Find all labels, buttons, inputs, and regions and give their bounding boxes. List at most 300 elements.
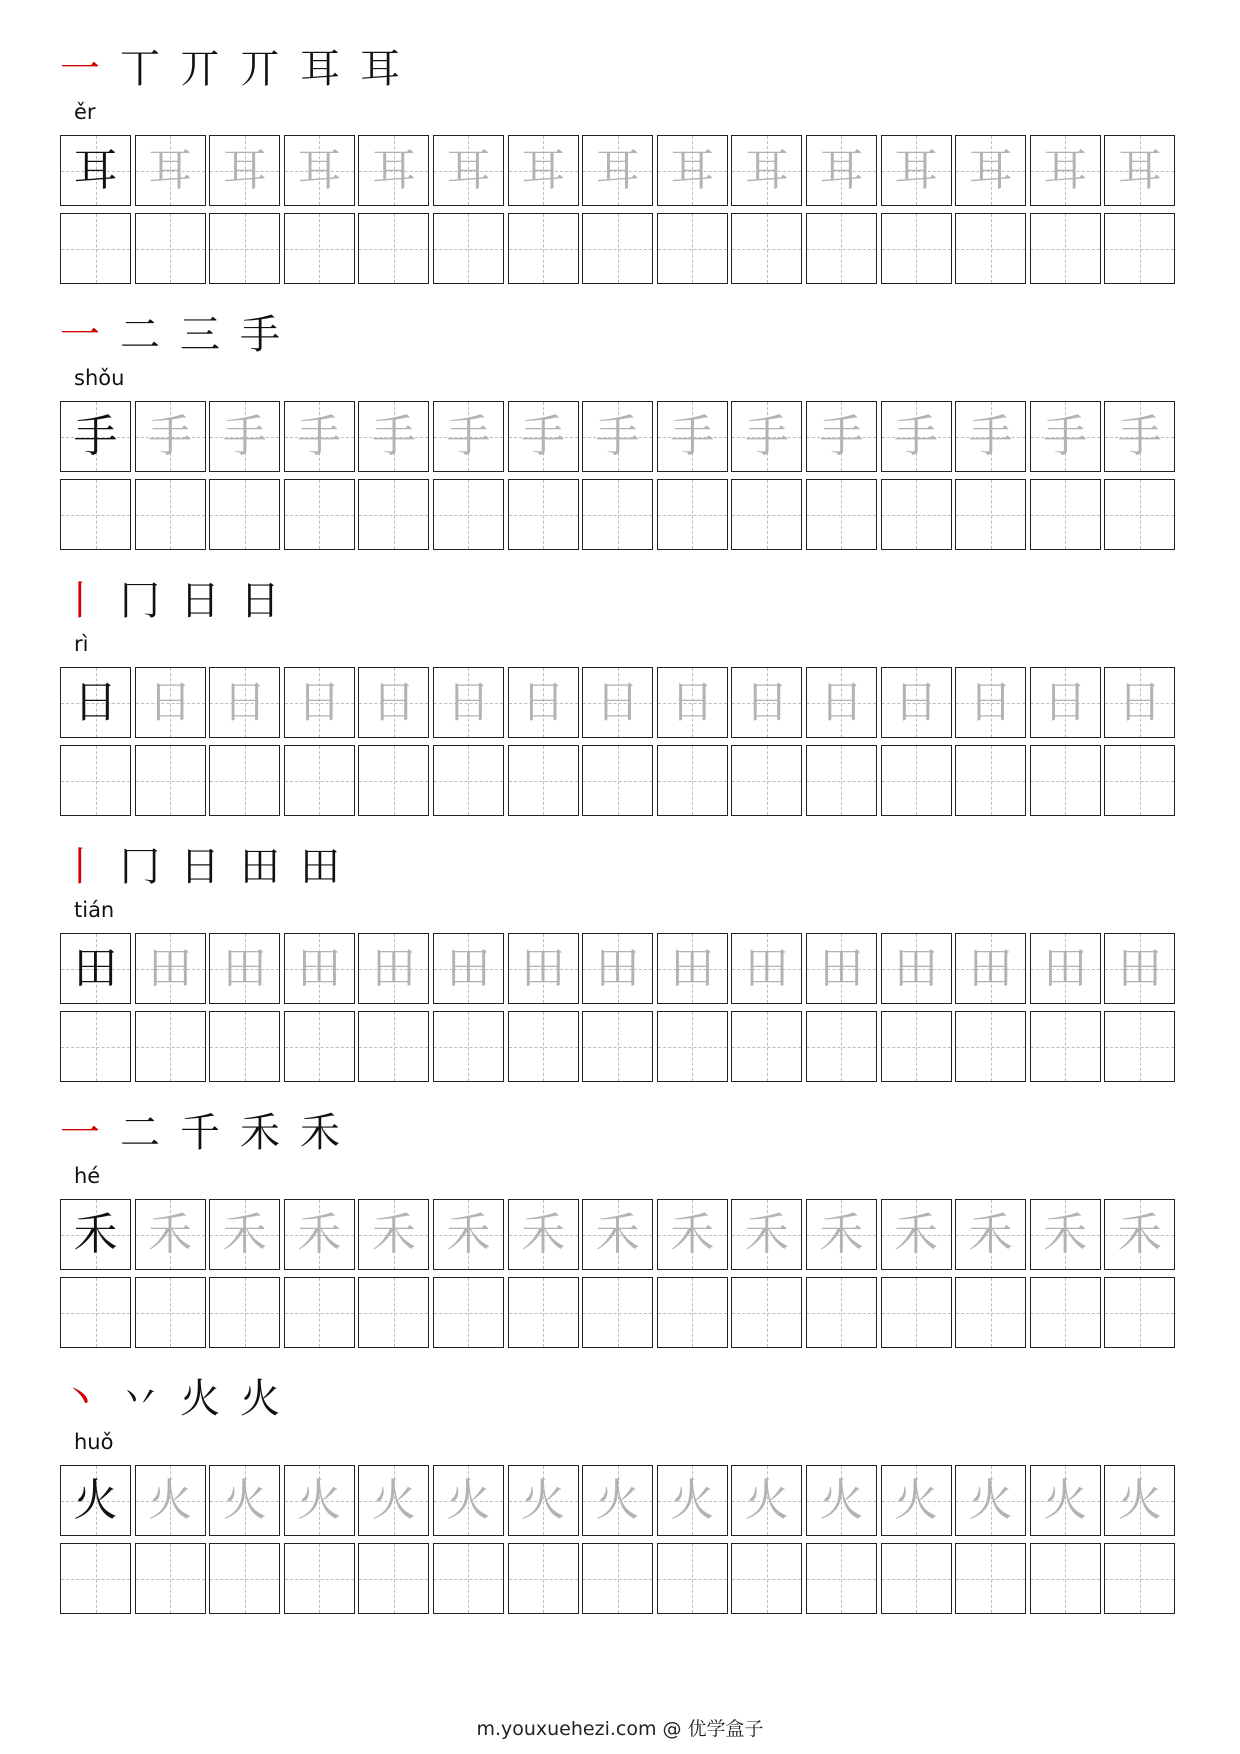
trace-character: 禾: [595, 1208, 640, 1260]
trace-character: 耳: [148, 144, 193, 196]
trace-character: 耳: [371, 144, 416, 196]
grid-cell: [731, 135, 802, 206]
model-character: 日: [73, 676, 118, 728]
grid-cell[interactable]: [1104, 1011, 1175, 1082]
grid-cell[interactable]: [135, 213, 206, 284]
grid-cell: [582, 1199, 653, 1270]
grid-cell: [582, 135, 653, 206]
grid-cell: [1104, 933, 1175, 1004]
grid-cell[interactable]: [135, 1543, 206, 1614]
trace-character: 手: [968, 410, 1013, 462]
grid-cell[interactable]: [1104, 479, 1175, 550]
trace-character: 耳: [819, 144, 864, 196]
stroke-step: 丶: [60, 1376, 100, 1422]
trace-character: 日: [297, 676, 342, 728]
grid-cell[interactable]: [881, 1277, 952, 1348]
grid-cell: [209, 1199, 280, 1270]
grid-cell[interactable]: [1104, 1277, 1175, 1348]
grid-cell[interactable]: [1104, 1543, 1175, 1614]
stroke-step: 二: [120, 1110, 160, 1156]
trace-character: 禾: [894, 1208, 939, 1260]
grid-cell[interactable]: [582, 1543, 653, 1614]
trace-character: 日: [371, 676, 416, 728]
grid-cell: [60, 1465, 131, 1536]
pinyin-label: huǒ: [74, 1430, 114, 1454]
grid-cell: [508, 933, 579, 1004]
grid-cell[interactable]: [508, 745, 579, 816]
trace-character: 田: [222, 942, 267, 994]
grid-cell: [358, 933, 429, 1004]
grid-cell: [60, 1199, 131, 1270]
grid-cell: [731, 401, 802, 472]
grid-cell[interactable]: [806, 745, 877, 816]
trace-character: 手: [222, 410, 267, 462]
grid-cell: [433, 401, 504, 472]
grid-cell[interactable]: [806, 1011, 877, 1082]
stroke-step: 一: [60, 46, 100, 92]
trace-character: 田: [595, 942, 640, 994]
stroke-step: 禾: [300, 1110, 340, 1156]
grid-cell[interactable]: [881, 479, 952, 550]
tracing-row: [60, 135, 1179, 207]
grid-cell[interactable]: [657, 1543, 728, 1614]
grid-cell: [657, 1199, 728, 1270]
stroke-step: 一: [60, 1110, 100, 1156]
grid-cell[interactable]: [209, 745, 280, 816]
grid-cell[interactable]: [1030, 1011, 1101, 1082]
trace-character: 火: [521, 1474, 566, 1526]
grid-cell[interactable]: [1030, 1277, 1101, 1348]
grid-cell[interactable]: [657, 1011, 728, 1082]
trace-character: 耳: [1117, 144, 1162, 196]
grid-cell: [209, 135, 280, 206]
grid-cell[interactable]: [433, 479, 504, 550]
trace-character: 耳: [894, 144, 939, 196]
practice-row: [60, 479, 1179, 551]
grid-cell: [731, 667, 802, 738]
grid-cell: [358, 1465, 429, 1536]
trace-character: 火: [1043, 1474, 1088, 1526]
grid-cell: [881, 135, 952, 206]
grid-cell: [209, 1465, 280, 1536]
grid-cell: [1104, 1199, 1175, 1270]
trace-character: 耳: [968, 144, 1013, 196]
grid-cell[interactable]: [433, 745, 504, 816]
stroke-step: 火: [180, 1376, 220, 1422]
grid-cell: [135, 933, 206, 1004]
trace-character: 火: [968, 1474, 1013, 1526]
grid-cell: [433, 667, 504, 738]
grid-cell: [433, 1199, 504, 1270]
trace-character: 禾: [1117, 1208, 1162, 1260]
grid-cell: [284, 933, 355, 1004]
grid-cell[interactable]: [508, 1543, 579, 1614]
grid-cell[interactable]: [209, 1011, 280, 1082]
character-section: [60, 1370, 1190, 1622]
grid-cell[interactable]: [284, 1277, 355, 1348]
practice-row: [60, 1011, 1179, 1083]
grid-cell: [881, 933, 952, 1004]
trace-character: 火: [148, 1474, 193, 1526]
grid-cell: [657, 667, 728, 738]
trace-character: 田: [446, 942, 491, 994]
grid-cell[interactable]: [358, 479, 429, 550]
practice-row: [60, 745, 1179, 817]
grid-cell[interactable]: [209, 1277, 280, 1348]
grid-cell: [358, 401, 429, 472]
trace-character: 火: [1117, 1474, 1162, 1526]
stroke-order: [60, 40, 420, 98]
grid-cell: [433, 933, 504, 1004]
grid-cell[interactable]: [1030, 745, 1101, 816]
grid-cell[interactable]: [209, 213, 280, 284]
stroke-step: 日: [180, 844, 220, 890]
grid-cell[interactable]: [731, 479, 802, 550]
grid-cell[interactable]: [1030, 213, 1101, 284]
character-section: [60, 1104, 1190, 1356]
grid-cell[interactable]: [358, 1277, 429, 1348]
trace-character: 禾: [670, 1208, 715, 1260]
stroke-order: [60, 838, 360, 896]
grid-cell: [358, 1199, 429, 1270]
grid-cell[interactable]: [1104, 213, 1175, 284]
grid-cell[interactable]: [881, 1011, 952, 1082]
grid-cell[interactable]: [433, 1277, 504, 1348]
grid-cell: [284, 1465, 355, 1536]
grid-cell: [582, 1465, 653, 1536]
grid-cell: [1030, 135, 1101, 206]
grid-cell[interactable]: [806, 479, 877, 550]
trace-character: 田: [371, 942, 416, 994]
character-section: [60, 838, 1190, 1090]
grid-cell[interactable]: [731, 1543, 802, 1614]
trace-character: 日: [744, 676, 789, 728]
stroke-step: 丨: [60, 578, 100, 624]
grid-cell: [806, 1199, 877, 1270]
grid-cell[interactable]: [284, 1543, 355, 1614]
trace-character: 火: [670, 1474, 715, 1526]
stroke-step: 冂: [120, 578, 160, 624]
grid-cell[interactable]: [60, 1543, 131, 1614]
grid-cell: [657, 1465, 728, 1536]
trace-character: 耳: [1043, 144, 1088, 196]
grid-cell: [955, 1465, 1026, 1536]
grid-cell: [60, 135, 131, 206]
grid-cell: [508, 1199, 579, 1270]
grid-cell: [1030, 1199, 1101, 1270]
grid-cell: [1030, 933, 1101, 1004]
grid-cell[interactable]: [582, 213, 653, 284]
grid-cell: [135, 667, 206, 738]
grid-cell[interactable]: [284, 745, 355, 816]
trace-character: 田: [968, 942, 1013, 994]
grid-cell: [60, 667, 131, 738]
stroke-order: [60, 1104, 360, 1162]
grid-cell[interactable]: [358, 213, 429, 284]
grid-cell: [358, 667, 429, 738]
grid-cell: [955, 135, 1026, 206]
stroke-step: 丨: [60, 844, 100, 890]
grid-cell[interactable]: [358, 745, 429, 816]
grid-cell: [135, 1465, 206, 1536]
grid-cell: [1104, 135, 1175, 206]
trace-character: 田: [744, 942, 789, 994]
trace-character: 日: [968, 676, 1013, 728]
trace-character: 日: [595, 676, 640, 728]
grid-cell: [881, 1465, 952, 1536]
trace-character: 手: [371, 410, 416, 462]
trace-character: 耳: [297, 144, 342, 196]
grid-cell[interactable]: [731, 213, 802, 284]
stroke-order: [60, 572, 300, 630]
grid-cell: [1104, 1465, 1175, 1536]
trace-character: 日: [1117, 676, 1162, 728]
grid-cell[interactable]: [582, 1011, 653, 1082]
model-character: 手: [73, 410, 118, 462]
trace-character: 禾: [968, 1208, 1013, 1260]
grid-cell[interactable]: [508, 213, 579, 284]
grid-cell: [731, 933, 802, 1004]
grid-cell: [284, 135, 355, 206]
grid-cell[interactable]: [508, 1011, 579, 1082]
grid-cell[interactable]: [955, 213, 1026, 284]
pinyin-label: rì: [74, 632, 89, 656]
grid-cell: [806, 401, 877, 472]
trace-character: 日: [446, 676, 491, 728]
model-character: 禾: [73, 1208, 118, 1260]
grid-cell: [284, 401, 355, 472]
trace-character: 日: [148, 676, 193, 728]
trace-character: 日: [819, 676, 864, 728]
grid-cell: [1030, 401, 1101, 472]
trace-character: 田: [297, 942, 342, 994]
trace-character: 禾: [744, 1208, 789, 1260]
grid-cell: [209, 667, 280, 738]
stroke-order: [60, 306, 300, 364]
grid-cell[interactable]: [433, 1011, 504, 1082]
grid-cell[interactable]: [433, 1543, 504, 1614]
grid-cell[interactable]: [955, 745, 1026, 816]
trace-character: 耳: [521, 144, 566, 196]
grid-cell[interactable]: [731, 745, 802, 816]
grid-cell: [60, 401, 131, 472]
stroke-step: 耳: [360, 46, 400, 92]
trace-character: 禾: [371, 1208, 416, 1260]
grid-cell[interactable]: [433, 213, 504, 284]
grid-cell: [806, 1465, 877, 1536]
grid-cell: [60, 933, 131, 1004]
grid-cell[interactable]: [1030, 479, 1101, 550]
grid-cell: [508, 401, 579, 472]
pinyin-label: shǒu: [74, 366, 125, 390]
grid-cell: [508, 1465, 579, 1536]
trace-character: 禾: [446, 1208, 491, 1260]
grid-cell[interactable]: [955, 1011, 1026, 1082]
trace-character: 田: [894, 942, 939, 994]
grid-cell: [806, 667, 877, 738]
footer-credit: m.youxuehezi.com @ 优学盒子: [476, 1718, 764, 1740]
grid-cell[interactable]: [135, 1011, 206, 1082]
trace-character: 日: [1043, 676, 1088, 728]
grid-cell[interactable]: [135, 745, 206, 816]
trace-character: 禾: [297, 1208, 342, 1260]
grid-cell[interactable]: [657, 1277, 728, 1348]
model-character: 田: [73, 942, 118, 994]
stroke-step: 一: [60, 312, 100, 358]
grid-cell[interactable]: [508, 479, 579, 550]
grid-cell[interactable]: [1104, 745, 1175, 816]
grid-cell: [582, 401, 653, 472]
stroke-step: 日: [240, 578, 280, 624]
grid-cell[interactable]: [135, 1277, 206, 1348]
grid-cell[interactable]: [284, 1011, 355, 1082]
trace-character: 禾: [819, 1208, 864, 1260]
trace-character: 火: [819, 1474, 864, 1526]
trace-character: 火: [222, 1474, 267, 1526]
grid-cell[interactable]: [60, 1011, 131, 1082]
grid-cell: [209, 401, 280, 472]
grid-cell[interactable]: [955, 479, 1026, 550]
stroke-step: 三: [180, 312, 220, 358]
trace-character: 火: [371, 1474, 416, 1526]
grid-cell[interactable]: [955, 1277, 1026, 1348]
trace-character: 田: [670, 942, 715, 994]
tracing-row: [60, 1199, 1179, 1271]
trace-character: 田: [521, 942, 566, 994]
grid-cell[interactable]: [284, 479, 355, 550]
grid-cell[interactable]: [881, 745, 952, 816]
grid-cell: [433, 1465, 504, 1536]
practice-row: [60, 1277, 1179, 1349]
grid-cell: [1030, 667, 1101, 738]
grid-cell: [955, 1199, 1026, 1270]
grid-cell: [881, 1199, 952, 1270]
grid-cell: [1104, 401, 1175, 472]
model-character: 耳: [73, 144, 118, 196]
grid-cell: [433, 135, 504, 206]
grid-cell[interactable]: [881, 213, 952, 284]
stroke-step: 冂: [120, 844, 160, 890]
grid-cell: [582, 933, 653, 1004]
grid-cell[interactable]: [582, 479, 653, 550]
grid-cell: [135, 401, 206, 472]
grid-cell: [135, 1199, 206, 1270]
trace-character: 田: [1117, 942, 1162, 994]
grid-cell[interactable]: [358, 1011, 429, 1082]
trace-character: 手: [894, 410, 939, 462]
trace-character: 手: [1117, 410, 1162, 462]
grid-cell: [657, 135, 728, 206]
grid-cell[interactable]: [657, 213, 728, 284]
grid-cell[interactable]: [209, 1543, 280, 1614]
grid-cell: [731, 1465, 802, 1536]
grid-cell[interactable]: [60, 745, 131, 816]
trace-character: 耳: [446, 144, 491, 196]
trace-character: 禾: [521, 1208, 566, 1260]
trace-character: 火: [446, 1474, 491, 1526]
grid-cell: [209, 933, 280, 1004]
grid-cell[interactable]: [806, 1277, 877, 1348]
stroke-step: 田: [240, 844, 280, 890]
trace-character: 耳: [595, 144, 640, 196]
trace-character: 手: [670, 410, 715, 462]
grid-cell[interactable]: [731, 1277, 802, 1348]
grid-cell[interactable]: [731, 1011, 802, 1082]
grid-cell[interactable]: [881, 1543, 952, 1614]
trace-character: 手: [595, 410, 640, 462]
trace-character: 耳: [744, 144, 789, 196]
pinyin-label: hé: [74, 1164, 101, 1188]
trace-character: 手: [446, 410, 491, 462]
grid-cell[interactable]: [657, 479, 728, 550]
stroke-order: [60, 1370, 300, 1428]
grid-cell: [955, 401, 1026, 472]
grid-cell[interactable]: [284, 213, 355, 284]
character-section: [60, 306, 1190, 558]
grid-cell: [284, 667, 355, 738]
tracing-row: [60, 1465, 1179, 1537]
stroke-step: 丷: [120, 1376, 160, 1422]
grid-cell[interactable]: [508, 1277, 579, 1348]
trace-character: 日: [521, 676, 566, 728]
grid-cell: [284, 1199, 355, 1270]
grid-cell[interactable]: [582, 1277, 653, 1348]
stroke-step: 手: [240, 312, 280, 358]
stroke-step: 耳: [300, 46, 340, 92]
stroke-step: 火: [240, 1376, 280, 1422]
grid-cell[interactable]: [582, 745, 653, 816]
pinyin-label: tián: [74, 898, 115, 922]
trace-character: 禾: [1043, 1208, 1088, 1260]
grid-cell[interactable]: [806, 1543, 877, 1614]
grid-cell[interactable]: [1030, 1543, 1101, 1614]
grid-cell: [881, 401, 952, 472]
grid-cell[interactable]: [135, 479, 206, 550]
trace-character: 手: [819, 410, 864, 462]
grid-cell: [806, 933, 877, 1004]
grid-cell: [955, 933, 1026, 1004]
grid-cell[interactable]: [60, 479, 131, 550]
grid-cell[interactable]: [806, 213, 877, 284]
grid-cell[interactable]: [209, 479, 280, 550]
grid-cell: [1030, 1465, 1101, 1536]
stroke-step: 禾: [240, 1110, 280, 1156]
grid-cell: [135, 135, 206, 206]
trace-character: 手: [297, 410, 342, 462]
trace-character: 火: [595, 1474, 640, 1526]
grid-cell[interactable]: [60, 1277, 131, 1348]
grid-cell: [881, 667, 952, 738]
grid-cell: [508, 667, 579, 738]
trace-character: 手: [1043, 410, 1088, 462]
character-section: [60, 40, 1190, 292]
stroke-step: 丌: [180, 46, 220, 92]
grid-cell: [657, 401, 728, 472]
stroke-step: 二: [120, 312, 160, 358]
trace-character: 手: [744, 410, 789, 462]
trace-character: 日: [222, 676, 267, 728]
grid-cell[interactable]: [955, 1543, 1026, 1614]
practice-row: [60, 1543, 1179, 1615]
grid-cell: [955, 667, 1026, 738]
trace-character: 火: [894, 1474, 939, 1526]
pinyin-label: ěr: [74, 100, 96, 124]
grid-cell[interactable]: [358, 1543, 429, 1614]
grid-cell[interactable]: [657, 745, 728, 816]
grid-cell[interactable]: [60, 213, 131, 284]
trace-character: 禾: [148, 1208, 193, 1260]
trace-character: 耳: [222, 144, 267, 196]
